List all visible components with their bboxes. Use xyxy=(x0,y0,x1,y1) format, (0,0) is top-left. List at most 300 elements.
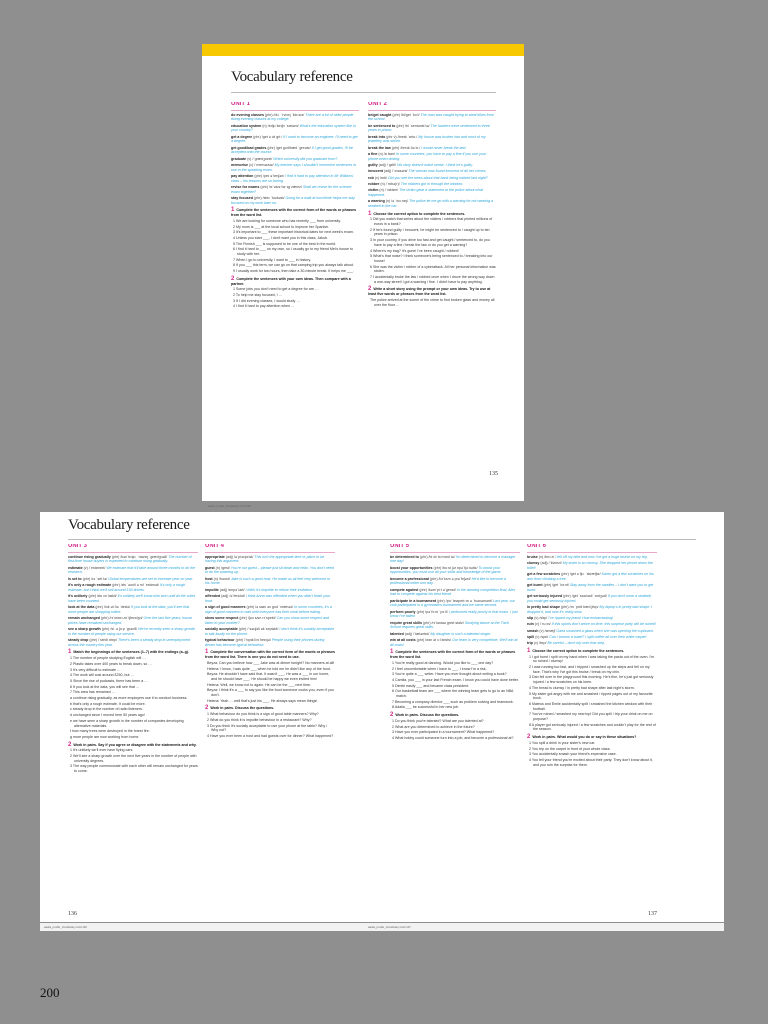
vocab-term: victim xyxy=(368,188,379,193)
exercise-1-heading: 1 Complete the sentences with the correct form of the words or phrases from the word list. xyxy=(390,649,516,660)
vocab-entry xyxy=(527,594,657,603)
title-rule xyxy=(68,539,696,540)
exercise-item: 1 Did you watch that series about the victims / robbers that printed millions of euros in a bank? xyxy=(370,217,493,226)
vocab-term: is set to xyxy=(68,576,82,581)
exercise-item: g more people are now working from home. xyxy=(70,734,140,739)
vocab-term: a warning xyxy=(368,199,385,204)
vocab-example: Going for a walk at lunchtime helps me stay focused on my work later on. xyxy=(231,196,355,205)
vocab-entry xyxy=(231,157,359,162)
exercise-item: 2 To help me stay focused, I … xyxy=(233,292,283,297)
exercise-1-items xyxy=(368,217,496,284)
vocab-term: host xyxy=(205,576,213,581)
vocab-example: I think it's impolite to refuse their invitation. xyxy=(245,587,313,592)
vocab-example: Did you see the news about that bank being robbed last night? xyxy=(388,175,488,180)
vocab-example: I'm determined to become a manager one day! xyxy=(390,554,516,564)
vocab-entry xyxy=(231,146,359,155)
vocab-phonetic: (phr) /peɪ əˈtenʃən/ xyxy=(254,174,285,178)
vocab-term: steady drop xyxy=(68,638,89,642)
vocab-example: Stay away from the candles – I don't want you to get burnt. xyxy=(527,583,654,592)
exercise-1-heading: 1 Choose the correct option to complete the sentences. xyxy=(527,647,625,654)
word-list xyxy=(527,555,657,646)
exercise-item: c steady drop in the number of radio listeners. xyxy=(70,707,143,712)
vocab-example: Studying dance at the Tisch School requires great skills. xyxy=(390,620,510,630)
vocab-example: The police let me go with a warning for not wearing a seatbelt in the car. xyxy=(368,199,494,208)
vocab-entry xyxy=(231,196,359,205)
vocab-term: be determined to xyxy=(390,554,419,559)
vocab-phonetic: (n) /gest/ xyxy=(215,565,230,570)
exercise-item: d unchanged since I moved here 50 years ago! xyxy=(70,713,145,718)
vocab-entry xyxy=(368,176,496,181)
exercise-item: Beyza: Can you believe how ___ Jake was at dinner tonight? No manners at all! xyxy=(207,660,335,665)
vocab-entry xyxy=(205,555,335,564)
vocab-example: I don't think it's socially acceptable to talk loudly on the phone. xyxy=(205,627,335,636)
vocab-entry xyxy=(205,594,335,603)
vocab-example: If I want to become an engineer, I'll need to get a degree. xyxy=(231,134,358,144)
vocab-phonetic: (phr) /wɪn ət ɔːl kɒsts/ xyxy=(416,638,452,642)
vocab-example: Gaea smashed a glass when she was opening the cupboard. xyxy=(556,628,654,633)
vocab-example: Can you show some respect and listen to your mother? xyxy=(205,616,329,625)
vocab-example: I think Anna was offended when you didn't finish your food. xyxy=(205,594,331,603)
vocab-entry xyxy=(390,632,520,637)
vocab-entry xyxy=(68,566,198,575)
vocab-phonetic: (n) /ˈvɪktɪm/ xyxy=(379,188,399,193)
exercise-item: f how many trees were destroyed in the forest fire. xyxy=(70,729,150,734)
vocab-example: Last year, our club participated in a gymnastics tournament and we came second. xyxy=(390,598,515,608)
vocab-entry xyxy=(231,163,359,172)
exercise-item: 3 Have you ever participated in a tournament? What happened? xyxy=(392,730,495,735)
vocab-entry xyxy=(231,124,359,133)
vocab-phonetic: (phr) /pəˈfɔːm ˈpɔːli/ xyxy=(416,609,448,614)
vocab-term: offended xyxy=(205,594,221,598)
exercise-item: 6 If you look at the data, you will see that … xyxy=(70,684,140,689)
exercise-1-items xyxy=(231,219,359,274)
vocab-term: guilty xyxy=(368,163,378,167)
vocab-term: slip xyxy=(527,616,534,620)
vocab-example: His story doesn't make sense. I think he's guilty. xyxy=(396,163,473,167)
vocab-term: revise for exams xyxy=(231,185,260,189)
exercise-item: 5 What's that noise? I think someone's being sentenced to / breaking into our house! xyxy=(370,254,493,263)
vocab-entry xyxy=(390,621,520,630)
vocab-example: I would never break the law! xyxy=(421,145,466,150)
unit-heading: UNIT 3 xyxy=(68,544,198,553)
vocab-entry xyxy=(368,124,496,133)
exercise-item: 4 The bread is clumsy / in pretty bad shape after last night's storm. xyxy=(529,685,635,690)
vocab-example: My laptop's in pretty bad shape. I dropped it, and now it's really slow. xyxy=(527,605,653,614)
vocab-entry xyxy=(368,188,496,197)
exercise-item: 4 What hobby could someone turn into a job, and become a professional at? xyxy=(392,735,514,740)
vocab-entry xyxy=(231,113,359,122)
vocab-term: participate in a tournament xyxy=(390,598,437,603)
vocab-example: In some countries, you have to pay a fine if you use your phone when driving. xyxy=(368,152,486,161)
vocab-example: I've ripped my jeans! How embarrassing! xyxy=(548,616,614,620)
vocab-example: There are a lot of older people doing evening classes at my college. xyxy=(231,112,354,122)
exercise-item: 2 Plastic takes over 400 years to break down, so … xyxy=(70,661,152,666)
vocab-term: be sentenced to xyxy=(368,123,396,128)
vocab-entry xyxy=(527,641,657,646)
unit-2-column xyxy=(368,102,496,457)
vocab-entry xyxy=(68,605,198,614)
print-slug: aaafa_profile_Vocabulary.indd 136 xyxy=(208,504,251,508)
vocab-term: continue rising gradually xyxy=(68,554,111,559)
print-slug-left: aaafa_profile_Vocabulary.indd 136 xyxy=(44,925,87,929)
exercise-2-heading: 2 Write a short story using the prompt or your own ideas. Try to use at least five words or phrases from the word list. xyxy=(368,286,491,297)
vocab-entry xyxy=(527,572,657,581)
vocab-entry xyxy=(368,113,496,122)
vocab-phonetic: (v) /slɪp/ xyxy=(534,616,548,620)
exercise-item: 3 If I did evening classes, I would study … xyxy=(233,298,300,303)
vocab-phonetic: (phr) /ˈstedi drɒp/ xyxy=(89,638,117,642)
vocab-phonetic: (phr) /ə saɪn əv gʊd ˈmænəz/ xyxy=(246,605,294,609)
vocab-term: require great skills xyxy=(390,620,422,625)
vocab-entry xyxy=(527,616,657,621)
page-number-right: 137 xyxy=(648,911,657,917)
scan-page-number: 200 xyxy=(40,985,60,1000)
vocab-entry xyxy=(231,185,359,194)
exercise-2-prompt: The police arrived at the scene of the crime to find broken glass and money all over the floor … xyxy=(370,297,495,307)
exercise-item: Beyza: He shouldn't have said that. It wasn't ___. He was a ___ in our home, and he should have ___. He should be happy we even invited him! xyxy=(207,672,330,681)
vocab-term: rob xyxy=(368,175,374,180)
unit-4-column xyxy=(205,544,335,906)
exercise-2-heading: 2 Complete the sentences with your own ideas. Then compare with a partner. xyxy=(231,275,351,286)
vocab-phonetic: (phr) /bi/get ˈkɔːt/ xyxy=(392,112,420,117)
vocab-phonetic: (n) /ˈrɒbə(r)/ xyxy=(380,181,400,186)
vocab-phonetic: (phr) /get ˈsɪəriəsli ˈɪndʒəd/ xyxy=(563,594,607,598)
vocab-example: It's unlikely we'll know who won until all the votes have been counted. xyxy=(68,594,196,603)
exercise-item: 7 Becoming a company director ___ such as problem solving and teamwork. xyxy=(392,699,514,704)
vocab-phonetic: (phr) /rɪˈvaɪz fər ɪgˈzæmz/ xyxy=(260,185,302,189)
unit-heading: UNIT 1 xyxy=(231,102,359,111)
vocab-term: clumsy xyxy=(527,561,540,565)
exercise-item: Helena: Well, we know not to again. He can be the ___ next time. xyxy=(207,682,312,687)
exercise-item: 5 The Finnish ___ is supposed to be one of the best in the world. xyxy=(233,241,337,246)
vocab-phonetic: (phr) /ɪts ʌnˈlaɪkli/ xyxy=(88,594,117,598)
exercise-item: 3 The way people communicate with each other will remain unchanged for years to come. xyxy=(70,764,198,774)
vocab-term: get good/bad grades xyxy=(231,145,267,150)
vocab-term: become a professional xyxy=(390,576,429,581)
exercise-item: 4 The work will cost around £250, but … xyxy=(70,673,135,678)
exercise-item: 1 We are looking for someone who has recently ___ from university. xyxy=(233,218,341,223)
vocab-term: memorise xyxy=(231,163,248,167)
exercise-item: 2 My mum is ___ at the local school to improve her Spanish. xyxy=(233,224,330,229)
vocab-entry xyxy=(68,577,198,582)
word-list xyxy=(231,113,359,206)
unit-3-column xyxy=(68,544,198,906)
vocab-phonetic: (phr) /rɪˈmeɪn ʌnˈtʃeɪndʒd/ xyxy=(100,616,143,620)
vocab-phonetic: (phr) /lʊk ət ðə ˈdeɪtə/ xyxy=(95,605,131,609)
vocab-phonetic: (phr) /ˈsəʊʃəli əkˈseptəbl/ xyxy=(238,627,279,631)
vocab-term: bruise xyxy=(527,554,538,559)
vocab-example: My house was broken into and most of my jewellery was stolen. xyxy=(368,134,486,144)
vocab-example: We estimate that it'll take around three months to do the research. xyxy=(68,565,196,575)
vocab-term: do evening classes xyxy=(231,112,264,117)
exercise-item: 1 You spill a drink in your sister's new car. xyxy=(529,740,596,745)
vocab-entry xyxy=(68,594,198,603)
vocab-phonetic: (phr) /duː ˈiːvnɪŋ ˈklɑːsɪz/ xyxy=(264,112,305,117)
exercise-item: 6 She was the victim / robber of a cyberattack. All her personal information was stolen. xyxy=(370,264,496,274)
vocab-example: The man was caught trying to steal bikes from the school. xyxy=(368,112,494,122)
exercise-item: 2 You trip on the carpet in front of your whole class. xyxy=(529,746,611,751)
exercise-item: 4 Have you ever been a host and had guests over for dinner? What happened? xyxy=(207,733,334,738)
vocab-phonetic: (v) /smæʃ/ xyxy=(539,628,556,633)
exercise-item: 3 It's important to ___ these important historical dates for next week's exam. xyxy=(233,230,354,235)
exercise-item: 4 I find it hard to pay attention when … xyxy=(233,304,295,309)
vocab-term: break the law xyxy=(368,145,391,150)
vocab-term: perform poorly xyxy=(390,609,416,614)
vocab-term: win at all costs xyxy=(390,638,416,642)
vocab-entry xyxy=(68,583,198,592)
vocab-phonetic: (phr) /ʃəʊ sʌm rɪˈspekt/ xyxy=(239,616,276,620)
vocab-phonetic: (n) /a faɪn/ xyxy=(378,152,396,156)
exercise-item: 1 What behaviour do you think is a sign of good table manners? Why? xyxy=(207,712,319,717)
unit-heading: UNIT 2 xyxy=(368,102,496,111)
vocab-entry xyxy=(390,577,520,586)
vocab-example: Be careful – don't trip over that step. xyxy=(547,641,606,646)
exercise-item: 4 You tell your friend you're excited about their party. They don't know about it, and you ruin the surprise for them. xyxy=(529,757,654,767)
vocab-example: Our team is very competitive. We'll win at all costs! xyxy=(390,638,518,647)
vocab-phonetic: (v) /rɒb/ xyxy=(374,175,388,180)
vocab-term: show some respect xyxy=(205,616,239,620)
vocab-phonetic: (phr) /bi dɪˈtɜːmɪnd tə/ xyxy=(419,554,455,559)
unit-heading: UNIT 5 xyxy=(390,544,520,553)
exercise-2-heading: 2 Work in pairs. Say if you agree or disagree with the statements and why. xyxy=(68,741,197,748)
vocab-example: If you don't wear a seatbelt, you could get seriously injured. xyxy=(527,594,652,603)
vocabulary-spread-136-137 xyxy=(40,512,724,922)
vocab-phonetic: (phr) /get gʊd/bæd ˈgreɪdz/ xyxy=(267,145,311,150)
vocab-example: Shall we revise for the science exam together? xyxy=(231,185,352,194)
vocab-phonetic: (adj) /ɪmpəˈlaɪt/ xyxy=(219,587,245,592)
exercise-2-items xyxy=(231,287,359,309)
vocab-term: impolite xyxy=(205,587,219,592)
vocab-entry xyxy=(231,174,359,183)
vocab-term: typical behaviour xyxy=(205,638,235,642)
vocab-entry xyxy=(205,605,335,614)
vocab-entry xyxy=(527,583,657,592)
exercise-item: 7 When I go to university, I want to ___ in history. xyxy=(233,257,311,262)
page-title: Vocabulary reference xyxy=(68,517,190,533)
exercise-2-heading: 2 Work in pairs. Discuss the questions. xyxy=(205,705,275,712)
vocab-term: a sign of good manners xyxy=(205,605,246,609)
unit-6-column xyxy=(527,544,657,906)
vocab-example: My daughter is such a talented singer. xyxy=(430,631,492,636)
exercise-item: 2 What do you think it is impolite behaviour in a restaurant? Why? xyxy=(207,717,312,722)
exercise-2-items xyxy=(527,741,657,768)
exercise-item: 3 In your country, if you drive too fast and get caught / sentenced to, do you have to pay a fine / break the law or do you get a warning? xyxy=(370,238,490,247)
vocab-term: socially acceptable xyxy=(205,627,238,631)
exercise-item: 3 Do you think it's socially acceptable to use your phone at the table? Why / Why not? xyxy=(207,723,328,733)
exercise-item: 5 Dimitri easily ___ and became class president. xyxy=(392,683,470,688)
vocab-entry xyxy=(390,566,520,575)
print-slug-right: aaafa_profile_Vocabulary.indd 137 xyxy=(368,925,411,929)
exercise-1-heading: 1 Choose the correct option to complete the sentences. xyxy=(368,210,466,217)
vocab-example: There's been a steady drop in unemployment across the country this year. xyxy=(68,638,190,647)
vocab-example: If this sports don't arrive on time, this surprise party will be ruined! xyxy=(551,622,656,627)
exercise-2-items xyxy=(205,712,335,739)
vocab-example: My sister is so clumsy. She dropped her phone down the toilet! xyxy=(527,561,653,570)
vocab-term: talented xyxy=(390,631,404,636)
vocab-entry xyxy=(368,199,496,208)
exercise-item: 3 You're quite a ___ writer. Have you ever thought about writing a book? xyxy=(392,672,507,677)
unit-heading: UNIT 4 xyxy=(205,544,335,553)
exercise-item: e we have seen a sharp growth in the number of companies developing alternative materials. xyxy=(70,718,184,728)
exercise-item: 4 Where's my bag? It's gone! I've been caught / robbed! xyxy=(370,248,459,253)
vocab-phonetic: (phr) /ɪts ˈəʊnli ə rʌf ˈestɪmət/ xyxy=(112,583,159,587)
vocab-term: break into xyxy=(368,134,386,139)
vocab-entry xyxy=(390,555,520,564)
vocab-phonetic: (n) /edjuˈkeɪʃn ˈsɪstəm/ xyxy=(262,123,299,128)
vocab-entry xyxy=(231,135,359,144)
vocab-term: guest xyxy=(205,565,215,570)
vocab-term: smash xyxy=(527,628,539,633)
exercise-1-items xyxy=(527,655,657,733)
exercise-item: 6 Mateus and Émile accidentally spilt / smashed the kitchen window with their football. xyxy=(529,701,653,711)
vocab-phonetic: (adj) /ˈtæləntɪd/ xyxy=(404,631,430,636)
vocab-phonetic: (phr) /ɪn ˈprɪti bæd ʃeɪp/ xyxy=(560,605,599,609)
exercise-item: 9 I usually work for two hours, then take a 30-minute break. It helps me ___. xyxy=(233,269,354,274)
vocab-term: education system xyxy=(231,123,262,128)
vocab-entry xyxy=(390,638,520,647)
vocab-entry xyxy=(368,146,496,151)
vocab-term: a fine xyxy=(368,152,378,156)
vocab-phonetic: (v) /ˈmeməraɪz/ xyxy=(248,163,274,167)
exercise-item: 7 I accidentally broke the law / robbed once when I drove the wrong way down a one-way street! I got a warning / fine. I didn't have to pay anything. xyxy=(370,275,495,284)
vocab-phonetic: (v) /ˈgrædʒueɪt/ xyxy=(247,156,273,161)
unit-1-column xyxy=(231,102,359,457)
vocab-phonetic: (phr) /ɪz ˈset tə/ xyxy=(82,576,108,581)
exercise-item: 1 Do you think you're talented? What are you talented at? xyxy=(392,718,484,723)
vocab-example: Jake is such a good host. He made us all feel very welcome in his home. xyxy=(205,576,330,586)
vocab-phonetic: (adj) /ˈgɪlti/ xyxy=(378,163,396,167)
exercise-item: 1 I got burnt / spilt on my hand when I was taking the pasta out of the oven. I'm so ruined / clumsy! xyxy=(529,654,655,664)
exercise-item: Beyza: I think it's a ___ to say you like the food someone cooks you, even if you don't. xyxy=(207,688,334,698)
vocab-example: In some countries, it's a sign of good manners to wait until everyone has their meal before eating. xyxy=(205,605,332,614)
vocab-entry xyxy=(205,577,335,586)
vocab-phonetic: (phr) /pɑːˈtɪsɪpeɪt ɪn ə ˈtʊənəmənt/ xyxy=(437,598,493,603)
vocab-example: I performed really poorly in that exam. I just know I've failed. xyxy=(390,609,518,619)
vocab-example: He'd like to become a professional writer one day. xyxy=(390,576,507,586)
word-list xyxy=(368,113,496,209)
exercise-2-items xyxy=(390,719,520,741)
exercise-item: 2 What are you determined to achieve in the future? xyxy=(392,724,475,729)
exercise-item: 2 I was running too fast, and I tripped / smashed up the steps and fell on my face. That's why I've got this bruise / break on my chin. xyxy=(529,665,650,674)
vocab-term: estimate xyxy=(68,565,83,570)
vocab-entry xyxy=(368,163,496,168)
vocab-phonetic: (phr) /steɪ ˈfəʊkəst/ xyxy=(253,196,285,200)
vocab-entry xyxy=(527,605,657,614)
exercise-1-items xyxy=(390,661,520,710)
exercise-item: 1 It's unlikely we'll ever have flying cars. xyxy=(70,748,134,753)
vocab-entry xyxy=(368,169,496,174)
vocab-example: The hackers were sentenced to three years in prison. xyxy=(368,123,490,133)
vocab-term: get seriously injured xyxy=(527,594,563,598)
exercise-item: b that's only a rough estimate. It could be more. xyxy=(70,701,146,706)
exercise-1-heading: 1 Match the beginnings of the sentences (1–7) with the endings (a–g). xyxy=(68,649,189,656)
vocab-example: You're our guest – please just sit down and relax. You don't need to do the washing up. xyxy=(205,565,334,575)
vocab-entry xyxy=(68,638,198,647)
vocab-example: It's only a rough estimate, but I think we'll sell around 150 tickets. xyxy=(68,583,186,592)
vocab-phonetic: (v) /spɪl/ xyxy=(535,634,549,639)
exercise-1-items xyxy=(205,661,335,704)
exercise-item: 4 Camila, you ___ in your last French exam. I know you could have done better. xyxy=(392,677,519,682)
vocab-term: graduate xyxy=(231,156,247,161)
vocab-term: boost your opportunities xyxy=(390,565,433,570)
vocab-example: In the dancing competition final, Alex had to compete against his best friend. xyxy=(390,587,516,597)
exercise-item: 3 It's very difficult to estimate … xyxy=(70,667,121,672)
vocab-example: We've recently seen a sharp growth in the number of people using our service. xyxy=(68,627,196,636)
vocab-term: it's only a rough estimate xyxy=(68,583,112,587)
vocab-entry xyxy=(205,588,335,593)
vocab-term: get burnt xyxy=(527,583,543,587)
exercise-item: 1 Some jobs you don't need to get a degree for are … xyxy=(233,287,319,292)
exercise-item: 4 Unless you start ___, I don't want you in this class, Jakub. xyxy=(233,235,328,240)
vocab-entry xyxy=(527,561,657,570)
vocab-term: ruin xyxy=(527,622,534,627)
vocab-example: I find it hard to pay attention in Mr Williams' class – his lessons are so boring. xyxy=(231,174,354,183)
vocab-example: If I get good grades, I'll be accepted onto the course. xyxy=(231,145,353,155)
vocab-phonetic: (phr) /get ə fjuː ˈskrætʃɪz/ xyxy=(561,572,601,576)
vocab-entry xyxy=(527,622,657,627)
exercise-2-items xyxy=(68,748,198,774)
exercise-item: 3 You accidentally smash your friend's expensive vase. xyxy=(529,752,617,757)
exercise-2-heading: 2 Work in pairs. Discuss the questions. xyxy=(390,712,460,719)
unit-heading: UNIT 6 xyxy=(527,544,657,553)
vocab-term: in pretty bad shape xyxy=(527,605,560,609)
vocab-entry xyxy=(527,629,657,634)
word-list xyxy=(68,555,198,648)
vocab-example: Can I borrow a towel? I spilt coffee all over their white carpet! xyxy=(549,634,647,639)
vocab-example: Over the last five years, house prices have remained unchanged. xyxy=(68,616,193,625)
vocab-entry xyxy=(205,627,335,636)
vocab-entry xyxy=(368,135,496,144)
vocab-phonetic: (v) /trɪp/ xyxy=(533,641,547,646)
vocab-term: see a sharp growth xyxy=(68,627,101,631)
vocab-phonetic: (phr) /get ˈbɜːnt/ xyxy=(543,583,569,587)
title-rule xyxy=(231,92,496,93)
vocab-entry xyxy=(527,555,657,560)
exercise-item: 2 I feel uncomfortable when I have to ___. I know I'm a risk. xyxy=(392,666,487,671)
vocab-phonetic: (phr) /ˈtɪpɪkl bɪˈheɪvjə/ xyxy=(235,638,271,642)
vocab-example: Karen got a few scratches on his arm from climbing a tree. xyxy=(527,572,654,581)
exercise-item: 5 Since the rise of podcasts, there has been a … xyxy=(70,678,148,683)
exercise-1-items xyxy=(68,656,198,740)
vocab-example: The robbers got in through the window. xyxy=(400,181,463,186)
vocab-phonetic: (adj) /əˈprəʊpriət/ xyxy=(225,554,254,559)
vocab-term: get a few scratches xyxy=(527,572,561,576)
vocab-entry xyxy=(205,566,335,575)
vocab-term: get a degree xyxy=(231,134,253,139)
vocab-entry xyxy=(68,555,198,564)
vocab-phonetic: (v) /ˈruːɪn/ xyxy=(534,622,551,627)
vocab-phonetic: (phr) /rɪˈkwaɪə greɪt skɪlz/ xyxy=(422,620,464,625)
exercise-item: 1 You're really good at dancing. Would you like to ___ one day? xyxy=(392,660,494,665)
vocab-entry xyxy=(390,588,520,597)
vocab-phonetic: (phr) /kənˈtɪnjuː ˈraɪzɪŋ ˈgrædʒuəli/ xyxy=(111,554,168,559)
vocab-term: spill xyxy=(527,634,535,639)
vocab-term: trip xyxy=(527,641,533,646)
exercise-1-heading: 1 Complete the sentences with the correct form of the words or phrases from the word list. xyxy=(231,207,357,218)
vocab-entry xyxy=(68,627,198,636)
vocab-phonetic: (adj) /ˈɪnəsənt/ xyxy=(383,169,408,174)
exercise-item: 8 A player got seriously injured / a few scratches and couldn't play for the rest of the season. xyxy=(529,722,656,732)
vocab-phonetic: (phr) /bɪˈkʌm ə prəˈfeʃənl/ xyxy=(429,576,471,581)
exercise-item: 8 If you ___ this term, we can go on that camping trip you always talk about. xyxy=(233,263,354,268)
vocabulary-page-135 xyxy=(202,44,524,501)
vocab-phonetic: (n) /ə ˈwɔːnɪŋ/ xyxy=(385,199,409,204)
page-title: Vocabulary reference xyxy=(231,69,353,85)
vocab-term: innocent xyxy=(368,169,383,174)
vocab-phonetic: (phr) /siː ə ʃɑːp ˈgrəʊθ/ xyxy=(101,627,138,631)
exercise-item: 6 Our basketball team are ___ where the winning team gets to go to an NBA match. xyxy=(392,689,514,699)
vocab-entry xyxy=(368,152,496,161)
